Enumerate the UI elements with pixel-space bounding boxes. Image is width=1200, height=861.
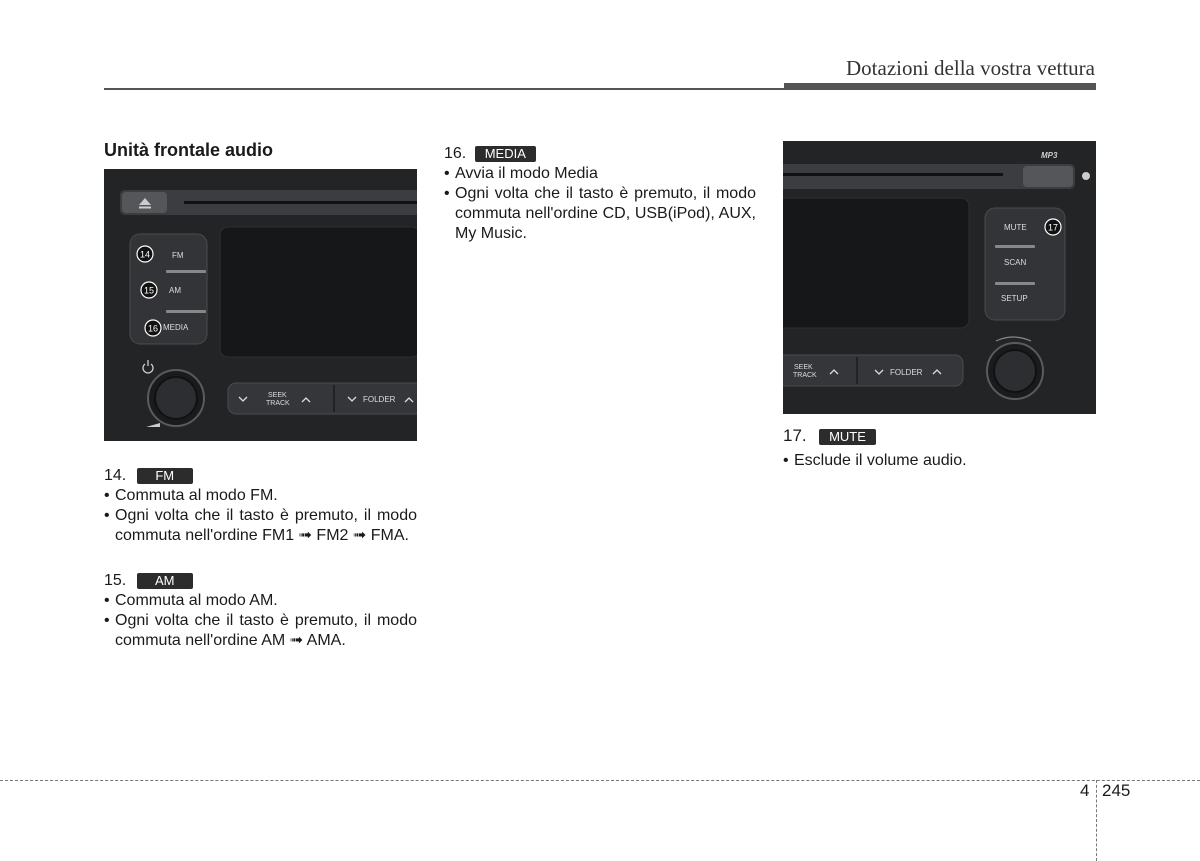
- bullet-text: • Esclude il volume audio.: [783, 451, 1096, 471]
- radio-panel-right-photo: [783, 141, 1096, 414]
- fm-button-label: FM: [172, 251, 184, 260]
- track-label: TRACK: [266, 400, 290, 407]
- page-header-title: Dotazioni della vostra vettura: [846, 56, 1095, 80]
- callout-14: 14: [139, 249, 151, 260]
- item-number: 15.: [104, 572, 127, 589]
- mute-badge: MUTE: [819, 429, 876, 445]
- footer-divider: [0, 780, 1200, 781]
- chapter-number: 4: [1080, 781, 1090, 800]
- bullet-text: • Avvia il modo Media: [444, 164, 756, 184]
- item-15: [104, 571, 417, 651]
- item-16: [444, 144, 756, 244]
- seek-label: SEEK: [268, 392, 287, 399]
- footer-vertical-divider: [1096, 780, 1097, 861]
- bullet-text: • Ogni volta che il tasto è premuto, il modo commuta nell'ordine FM1 ➟ FM2 ➟ FMA.: [104, 506, 417, 546]
- mp3-logo: MP3: [1041, 151, 1058, 160]
- page-number: 245: [1102, 781, 1131, 800]
- section-heading: Unità frontale audio: [104, 140, 274, 160]
- header-rule-bar: [784, 83, 1096, 90]
- media-button-label: MEDIA: [163, 323, 189, 332]
- item-number: 14.: [104, 467, 127, 484]
- folder-label: FOLDER: [363, 395, 396, 404]
- item-14: [104, 466, 417, 546]
- media-badge: MEDIA: [475, 146, 536, 162]
- setup-button-label: SETUP: [1001, 294, 1028, 303]
- folder-label-right: FOLDER: [890, 368, 923, 377]
- callout-16: 16: [147, 323, 159, 334]
- fm-badge: FM: [137, 468, 193, 484]
- callout-15: 15: [143, 285, 155, 296]
- bullet-text: • Ogni volta che il tasto è premuto, il modo commuta nell'ordine AM ➟ AMA.: [104, 611, 417, 651]
- mute-button-label: MUTE: [1004, 223, 1027, 232]
- seek-label-right: SEEK: [794, 364, 813, 371]
- item-number: 17.: [783, 426, 807, 445]
- radio-panel-left-photo: [104, 169, 417, 441]
- am-button-label: AM: [169, 286, 181, 295]
- item-17: [783, 426, 1096, 471]
- header-rule: [104, 88, 784, 90]
- am-badge: AM: [137, 573, 193, 589]
- callout-17: 17: [1047, 222, 1059, 233]
- track-label-right: TRACK: [793, 372, 817, 379]
- bullet-text: • Ogni volta che il tasto è premuto, il modo commuta nell'ordine CD, USB(iPod), AUX, My Music.: [444, 184, 756, 244]
- item-number: 16.: [444, 145, 467, 162]
- bullet-text: • Commuta al modo FM.: [104, 486, 417, 506]
- scan-button-label: SCAN: [1004, 258, 1027, 267]
- bullet-text: • Commuta al modo AM.: [104, 591, 417, 611]
